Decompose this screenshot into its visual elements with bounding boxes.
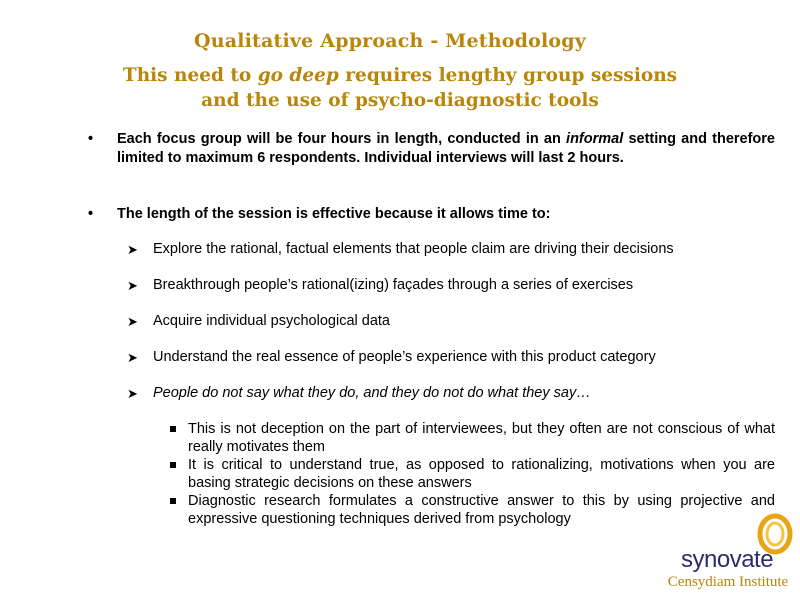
logo-name: synovate [681, 546, 774, 573]
square-bullet-icon [170, 462, 176, 468]
subpoint-understand: ➤ Understand the real essence of people’s experience with this product category [127, 349, 656, 365]
subtitle-line-1: This need to go deep requires lengthy group sessions [122, 65, 678, 86]
slide-subtitle [0, 63, 800, 113]
bullet-session-length: • The length of the session is effective because it allows time to: [88, 206, 551, 222]
bullet-marker: • [88, 206, 94, 222]
bullet-marker: • [88, 131, 94, 147]
subpoint-people-say: ➤ People do not say what they do, and they do not do what they say… [127, 385, 591, 401]
slide-title: Qualitative Approach - Methodology [193, 30, 587, 52]
subsubpoint-deception: This is not deception on the part of interviewees, but they often are not conscious of what really motivates them [188, 420, 775, 456]
square-bullet-icon [170, 498, 176, 504]
subpoint-acquire: ➤ Acquire individual psychological data [127, 313, 390, 329]
arrow-bullet-icon: ➤ [127, 242, 138, 257]
subsubpoint-diagnostic: Diagnostic research formulates a constructive answer to this by using projective and expressive questioning techniques derived from psychology [188, 492, 775, 528]
arrow-bullet-icon: ➤ [127, 278, 138, 293]
synovate-logo [655, 512, 795, 596]
subsubpoint-critical: It is critical to understand true, as opposed to rationalizing, motivations when you are basing strategic decisions on these answers [188, 456, 775, 492]
arrow-bullet-icon: ➤ [127, 314, 138, 329]
arrow-bullet-icon: ➤ [127, 386, 138, 401]
subtitle-line-2: and the use of psycho-diagnostic tools [201, 90, 599, 111]
subpoint-explore: ➤ Explore the rational, factual elements that people claim are driving their decisions [127, 241, 674, 257]
subpoint-breakthrough: ➤ Breakthrough people’s rational(izing) façades through a series of exercises [127, 277, 634, 293]
bullet-focus-group: • Each focus group will be four hours in length, conducted in an informal setting and therefore limited to maximum 6 respondents. Individual interviews will last 2 hours. [88, 131, 775, 166]
logo-subtitle: Censydiam Institute [667, 574, 789, 590]
square-bullet-icon [170, 426, 176, 432]
arrow-bullet-icon: ➤ [127, 350, 138, 365]
